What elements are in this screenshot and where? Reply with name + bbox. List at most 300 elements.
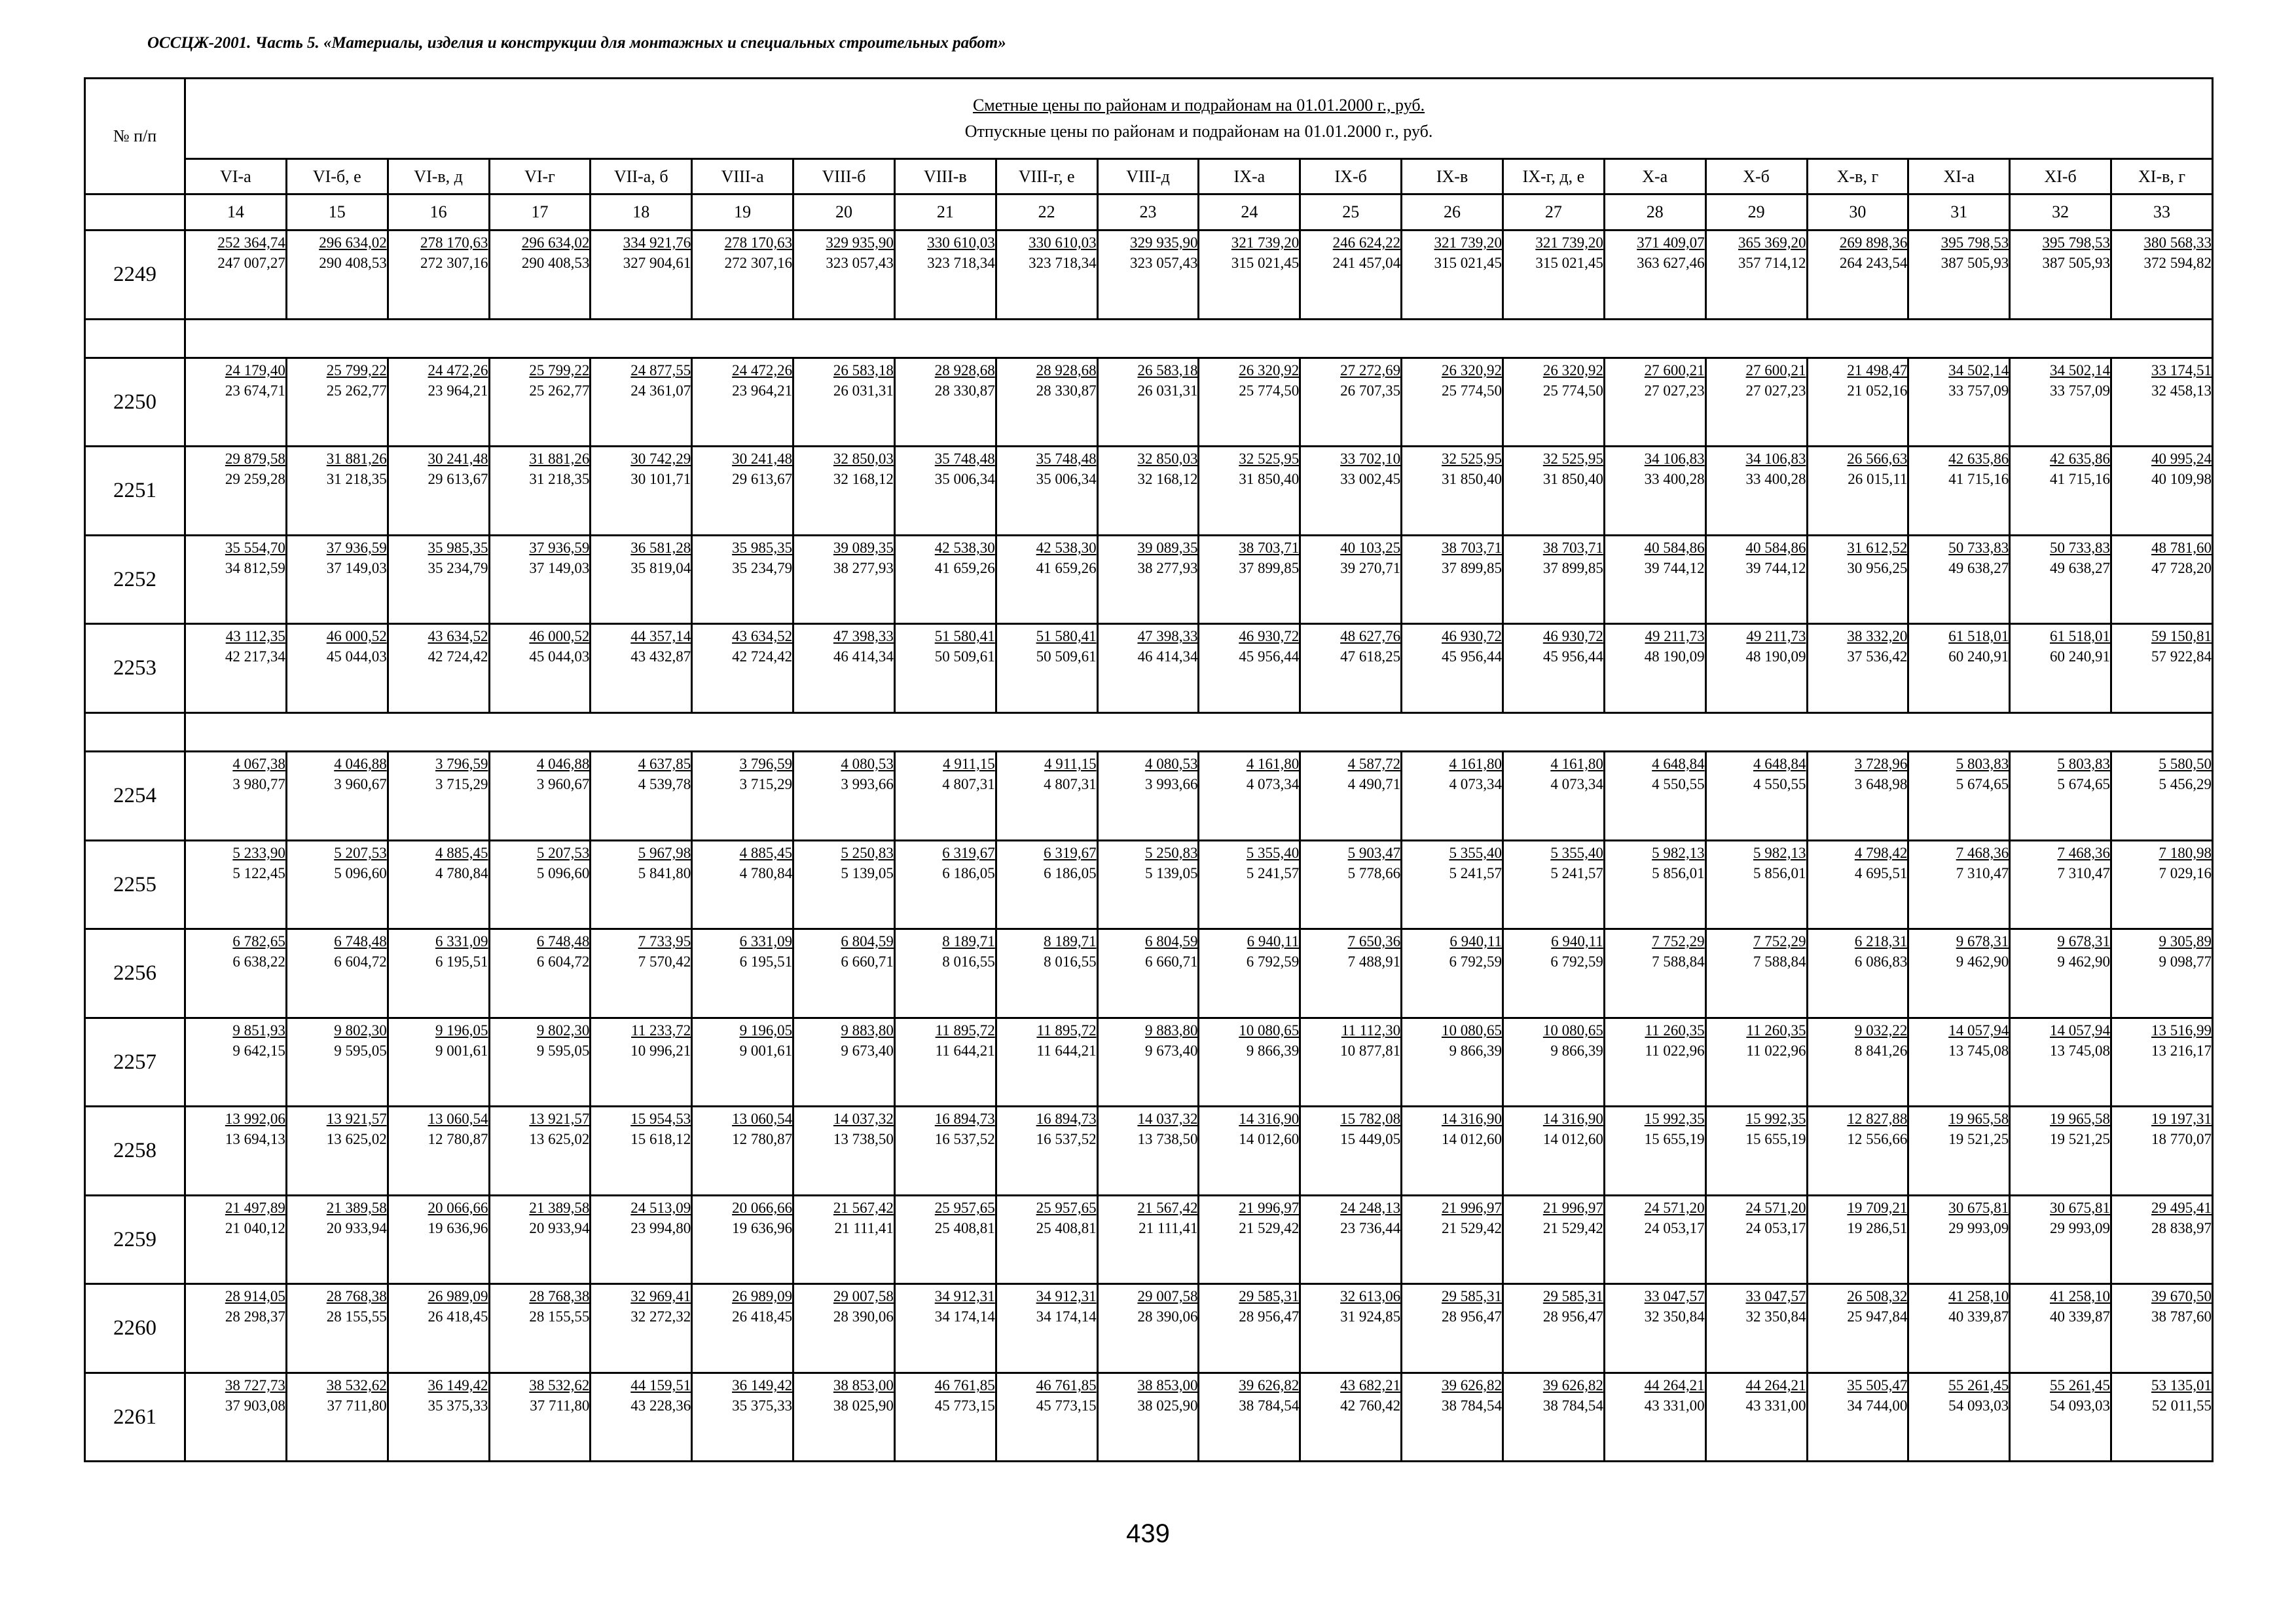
estimated-price: 16 894,73 xyxy=(1036,1111,1097,1127)
estimated-price: 4 587,72 xyxy=(1347,756,1401,772)
estimated-price: 30 675,81 xyxy=(1948,1200,2009,1216)
column-index: 26 xyxy=(1402,194,1503,231)
selling-price: 50 509,61 xyxy=(934,648,995,665)
estimated-price: 28 928,68 xyxy=(934,362,995,378)
spacer-row xyxy=(85,320,2213,358)
estimated-price: 31 612,52 xyxy=(1847,540,1908,556)
price-cell xyxy=(1807,536,1908,624)
price-cell xyxy=(894,1107,996,1196)
estimated-price: 14 037,32 xyxy=(1137,1111,1198,1127)
selling-price: 6 195,51 xyxy=(739,953,793,970)
selling-price: 28 298,37 xyxy=(225,1308,285,1325)
spacer-cell xyxy=(185,713,2213,752)
estimated-price: 365 369,20 xyxy=(1738,234,1806,251)
price-cell xyxy=(692,358,793,447)
estimated-price: 38 853,00 xyxy=(833,1377,894,1393)
price-cell xyxy=(591,536,692,624)
estimated-price: 43 112,35 xyxy=(225,628,285,644)
price-cell xyxy=(1807,231,1908,320)
price-cell xyxy=(1402,447,1503,536)
estimated-price: 31 881,26 xyxy=(326,451,387,467)
estimated-price: 6 331,09 xyxy=(435,933,488,950)
estimated-price: 13 060,54 xyxy=(428,1111,488,1127)
table-row xyxy=(85,841,2213,929)
estimated-price: 5 250,83 xyxy=(841,845,894,861)
estimated-price: 12 827,88 xyxy=(1847,1111,1908,1127)
estimated-price: 43 634,52 xyxy=(428,628,488,644)
price-cell xyxy=(1503,752,1604,841)
estimated-price: 30 675,81 xyxy=(2050,1200,2111,1216)
price-cell xyxy=(1402,358,1503,447)
estimated-price: 26 989,09 xyxy=(428,1288,488,1304)
selling-price: 9 866,39 xyxy=(1246,1043,1300,1059)
estimated-price: 5 355,40 xyxy=(1246,845,1300,861)
selling-price: 6 186,05 xyxy=(942,865,995,881)
price-cell xyxy=(1402,1107,1503,1196)
region-header: IX-г, д, е xyxy=(1503,159,1604,194)
price-cell xyxy=(1199,929,1300,1018)
estimated-price: 5 803,83 xyxy=(1956,756,2009,772)
selling-price: 47 618,25 xyxy=(1340,648,1401,665)
estimated-price: 7 468,36 xyxy=(2057,845,2111,861)
estimated-price: 46 930,72 xyxy=(1239,628,1300,644)
estimated-price: 8 189,71 xyxy=(942,933,995,950)
price-cell xyxy=(692,1284,793,1373)
spacer-cell xyxy=(185,320,2213,358)
price-cell xyxy=(1604,1373,1705,1462)
selling-price: 15 618,12 xyxy=(630,1131,691,1147)
selling-price: 12 780,87 xyxy=(732,1131,793,1147)
selling-price: 7 488,91 xyxy=(1347,953,1401,970)
estimated-price: 37 936,59 xyxy=(529,540,590,556)
selling-price: 6 186,05 xyxy=(1044,865,1097,881)
estimated-price: 31 881,26 xyxy=(529,451,590,467)
price-cell xyxy=(1807,1107,1908,1196)
price-cell xyxy=(1604,1284,1705,1373)
estimated-price: 24 513,09 xyxy=(630,1200,691,1216)
price-cell xyxy=(894,447,996,536)
price-cell xyxy=(185,1107,287,1196)
price-cell xyxy=(1300,447,1402,536)
selling-price: 4 073,34 xyxy=(1246,776,1300,792)
price-cell xyxy=(1097,624,1199,713)
estimated-price: 278 170,63 xyxy=(724,234,793,251)
price-cell xyxy=(286,536,388,624)
price-cell xyxy=(185,752,287,841)
estimated-price: 11 233,72 xyxy=(631,1022,691,1039)
region-header: VIII-д xyxy=(1097,159,1199,194)
price-cell xyxy=(1503,1196,1604,1284)
selling-price: 31 924,85 xyxy=(1340,1308,1401,1325)
estimated-price: 15 954,53 xyxy=(630,1111,691,1127)
selling-price: 28 838,97 xyxy=(2151,1220,2212,1236)
estimated-price: 36 149,42 xyxy=(732,1377,793,1393)
estimated-price: 19 965,58 xyxy=(1948,1111,2009,1127)
estimated-price: 21 389,58 xyxy=(326,1200,387,1216)
price-cell xyxy=(1199,231,1300,320)
price-cell xyxy=(1199,752,1300,841)
price-cell xyxy=(388,1284,489,1373)
estimated-price: 30 241,48 xyxy=(732,451,793,467)
estimated-price: 9 802,30 xyxy=(536,1022,590,1039)
selling-price: 26 707,35 xyxy=(1340,382,1401,399)
price-cell xyxy=(2010,929,2111,1018)
column-index: 27 xyxy=(1503,194,1604,231)
price-cell xyxy=(489,752,591,841)
estimated-price: 5 207,53 xyxy=(334,845,387,861)
price-cell xyxy=(286,358,388,447)
selling-price: 9 462,90 xyxy=(1956,953,2009,970)
estimated-price: 6 940,11 xyxy=(1551,933,1603,950)
price-cell xyxy=(185,1284,287,1373)
selling-price: 37 149,03 xyxy=(326,560,387,576)
selling-price: 39 744,12 xyxy=(1644,560,1705,576)
column-index: 32 xyxy=(2010,194,2111,231)
selling-price: 9 462,90 xyxy=(2057,953,2111,970)
estimated-price: 30 742,29 xyxy=(630,451,691,467)
estimated-price: 3 796,59 xyxy=(435,756,488,772)
price-cell xyxy=(894,624,996,713)
selling-price: 4 807,31 xyxy=(942,776,995,792)
selling-price: 34 174,14 xyxy=(1036,1308,1097,1325)
selling-price: 46 414,34 xyxy=(1137,648,1198,665)
selling-price: 5 456,29 xyxy=(2159,776,2212,792)
estimated-price: 4 046,88 xyxy=(536,756,590,772)
estimated-price: 27 272,69 xyxy=(1340,362,1401,378)
estimated-price: 5 967,98 xyxy=(638,845,691,861)
estimated-price: 11 895,72 xyxy=(935,1022,995,1039)
column-index: 28 xyxy=(1604,194,1705,231)
estimated-price: 4 885,45 xyxy=(435,845,488,861)
price-cell xyxy=(1503,1018,1604,1107)
table-row xyxy=(85,1373,2213,1462)
price-cell xyxy=(591,624,692,713)
price-cell xyxy=(388,929,489,1018)
price-cell xyxy=(1402,231,1503,320)
selling-price: 247 007,27 xyxy=(217,255,285,271)
selling-price: 9 673,40 xyxy=(841,1043,894,1059)
price-cell xyxy=(996,1018,1097,1107)
estimated-price: 38 853,00 xyxy=(1137,1377,1198,1393)
price-cell xyxy=(1503,929,1604,1018)
price-cell xyxy=(1503,231,1604,320)
selling-price: 13 625,02 xyxy=(326,1131,387,1147)
estimated-price: 8 189,71 xyxy=(1044,933,1097,950)
estimated-price: 27 600,21 xyxy=(1644,362,1705,378)
selling-price: 5 139,05 xyxy=(841,865,894,881)
selling-price: 19 286,51 xyxy=(1847,1220,1908,1236)
estimated-price: 46 930,72 xyxy=(1441,628,1502,644)
selling-price: 6 660,71 xyxy=(841,953,894,970)
selling-price: 46 414,34 xyxy=(833,648,894,665)
table-title xyxy=(185,79,2213,159)
selling-price: 15 449,05 xyxy=(1340,1131,1401,1147)
price-cell xyxy=(692,1018,793,1107)
price-cell xyxy=(692,536,793,624)
estimated-price: 32 969,41 xyxy=(630,1288,691,1304)
row-number: 2249 xyxy=(85,231,185,320)
estimated-price: 5 982,13 xyxy=(1652,845,1705,861)
price-cell xyxy=(2111,1284,2213,1373)
estimated-price: 29 585,31 xyxy=(1239,1288,1300,1304)
selling-price: 52 011,55 xyxy=(2151,1397,2212,1414)
estimated-price: 25 799,22 xyxy=(326,362,387,378)
estimated-price: 6 804,59 xyxy=(841,933,894,950)
estimated-price: 329 935,90 xyxy=(1129,234,1198,251)
estimated-price: 24 571,20 xyxy=(1644,1200,1705,1216)
price-cell xyxy=(2111,752,2213,841)
price-cell xyxy=(185,1196,287,1284)
price-cell xyxy=(1300,929,1402,1018)
column-index: 22 xyxy=(996,194,1097,231)
table-row xyxy=(85,536,2213,624)
selling-price: 45 956,44 xyxy=(1239,648,1300,665)
selling-price: 23 994,80 xyxy=(630,1220,691,1236)
selling-price: 25 774,50 xyxy=(1239,382,1300,399)
price-cell xyxy=(489,929,591,1018)
estimated-price: 38 703,71 xyxy=(1542,540,1603,556)
selling-price: 45 773,15 xyxy=(1036,1397,1097,1414)
estimated-price: 44 357,14 xyxy=(630,628,691,644)
price-cell xyxy=(1908,358,2010,447)
selling-price: 9 098,77 xyxy=(2159,953,2212,970)
estimated-price: 20 066,66 xyxy=(732,1200,793,1216)
selling-price: 45 044,03 xyxy=(529,648,590,665)
title-row xyxy=(85,79,2213,159)
price-cell xyxy=(591,1018,692,1107)
selling-price: 54 093,03 xyxy=(1948,1397,2009,1414)
price-cell xyxy=(1300,1107,1402,1196)
price-cell xyxy=(2010,841,2111,929)
price-cell xyxy=(591,231,692,320)
estimated-price: 6 940,11 xyxy=(1449,933,1502,950)
selling-price: 29 613,67 xyxy=(732,471,793,487)
price-cell xyxy=(2010,358,2111,447)
selling-price: 33 757,09 xyxy=(1948,382,2009,399)
column-index: 31 xyxy=(1908,194,2010,231)
selling-price: 19 521,25 xyxy=(2050,1131,2111,1147)
selling-price: 13 625,02 xyxy=(529,1131,590,1147)
selling-price: 372 594,82 xyxy=(2143,255,2212,271)
selling-price: 357 714,12 xyxy=(1738,255,1806,271)
selling-price: 323 057,43 xyxy=(826,255,894,271)
price-cell xyxy=(793,929,895,1018)
selling-price: 31 850,40 xyxy=(1542,471,1603,487)
estimated-price: 5 355,40 xyxy=(1550,845,1603,861)
estimated-price: 34 912,31 xyxy=(934,1288,995,1304)
price-cell xyxy=(489,624,591,713)
price-cell xyxy=(1807,841,1908,929)
selling-price: 9 001,61 xyxy=(435,1043,488,1059)
estimated-price: 35 748,48 xyxy=(1036,451,1097,467)
selling-price: 18 770,07 xyxy=(2151,1131,2212,1147)
price-cell xyxy=(1503,624,1604,713)
price-cell xyxy=(1908,536,2010,624)
selling-price: 42 724,42 xyxy=(428,648,488,665)
estimated-price: 53 135,01 xyxy=(2151,1377,2212,1393)
estimated-price: 14 316,90 xyxy=(1441,1111,1502,1127)
estimated-price: 38 332,20 xyxy=(1847,628,1908,644)
row-number: 2253 xyxy=(85,624,185,713)
selling-price: 38 025,90 xyxy=(1137,1397,1198,1414)
selling-price: 16 537,52 xyxy=(934,1131,995,1147)
price-cell xyxy=(185,1373,287,1462)
estimated-price: 13 992,06 xyxy=(225,1111,285,1127)
estimated-price: 21 996,97 xyxy=(1239,1200,1300,1216)
estimated-price: 41 258,10 xyxy=(2050,1288,2111,1304)
price-cell xyxy=(1300,1284,1402,1373)
price-cell xyxy=(1503,358,1604,447)
estimated-price: 26 583,18 xyxy=(1137,362,1198,378)
selling-price: 25 408,81 xyxy=(934,1220,995,1236)
region-header: VI-г xyxy=(489,159,591,194)
selling-price: 323 718,34 xyxy=(1029,255,1097,271)
estimated-price: 25 957,65 xyxy=(1036,1200,1097,1216)
region-header-row xyxy=(85,159,2213,194)
price-cell xyxy=(2111,358,2213,447)
price-cell xyxy=(1908,929,2010,1018)
estimated-price: 24 179,40 xyxy=(225,362,285,378)
price-cell xyxy=(1503,841,1604,929)
estimated-price: 44 159,51 xyxy=(630,1377,691,1393)
estimated-price: 29 495,41 xyxy=(2151,1200,2212,1216)
estimated-price: 39 626,82 xyxy=(1542,1377,1603,1393)
price-cell xyxy=(1300,1373,1402,1462)
price-cell xyxy=(489,358,591,447)
estimated-price: 26 320,92 xyxy=(1542,362,1603,378)
estimated-price: 43 634,52 xyxy=(732,628,793,644)
price-cell xyxy=(1908,447,2010,536)
price-cell xyxy=(1705,1107,1807,1196)
selling-price: 21 040,12 xyxy=(225,1220,285,1236)
estimated-price: 395 798,53 xyxy=(2042,234,2111,251)
price-cell xyxy=(1097,1373,1199,1462)
price-cell xyxy=(591,447,692,536)
selling-price: 6 792,59 xyxy=(1449,953,1502,970)
selling-price: 11 022,96 xyxy=(1645,1043,1705,1059)
selling-price: 23 964,21 xyxy=(428,382,488,399)
price-cell xyxy=(793,447,895,536)
price-cell xyxy=(185,1018,287,1107)
selling-price: 7 588,84 xyxy=(1652,953,1705,970)
price-cell xyxy=(2010,1284,2111,1373)
selling-price: 4 490,71 xyxy=(1347,776,1401,792)
price-cell xyxy=(1705,929,1807,1018)
selling-price: 5 856,01 xyxy=(1652,865,1705,881)
price-cell xyxy=(1402,1284,1503,1373)
selling-price: 5 241,57 xyxy=(1449,865,1502,881)
price-cell xyxy=(996,752,1097,841)
price-cell xyxy=(692,624,793,713)
selling-price: 13 745,08 xyxy=(2050,1043,2111,1059)
title-estimated-prices: Сметные цены по районам и подрайонам на 01.01.2000 г., руб. xyxy=(972,96,1425,115)
selling-price: 48 190,09 xyxy=(1644,648,1705,665)
price-cell xyxy=(185,231,287,320)
price-cell xyxy=(1402,1196,1503,1284)
estimated-price: 5 250,83 xyxy=(1144,845,1198,861)
table-row xyxy=(85,929,2213,1018)
estimated-price: 28 928,68 xyxy=(1036,362,1097,378)
selling-price: 29 613,67 xyxy=(428,471,488,487)
selling-price: 38 025,90 xyxy=(833,1397,894,1414)
estimated-price: 35 748,48 xyxy=(934,451,995,467)
selling-price: 28 155,55 xyxy=(529,1308,590,1325)
estimated-price: 15 992,35 xyxy=(1644,1111,1705,1127)
price-cell xyxy=(591,841,692,929)
estimated-price: 39 626,82 xyxy=(1239,1377,1300,1393)
estimated-price: 321 739,20 xyxy=(1535,234,1603,251)
selling-price: 9 866,39 xyxy=(1550,1043,1603,1059)
selling-price: 29 993,09 xyxy=(2050,1220,2111,1236)
price-cell xyxy=(1402,752,1503,841)
estimated-price: 4 046,88 xyxy=(334,756,387,772)
estimated-price: 6 782,65 xyxy=(232,933,285,950)
price-cell xyxy=(1908,752,2010,841)
estimated-price: 42 635,86 xyxy=(1948,451,2009,467)
column-index: 17 xyxy=(489,194,591,231)
price-cell xyxy=(1097,929,1199,1018)
price-cell xyxy=(185,358,287,447)
price-cell xyxy=(388,358,489,447)
selling-price: 28 390,06 xyxy=(833,1308,894,1325)
selling-price: 38 787,60 xyxy=(2151,1308,2212,1325)
price-cell xyxy=(1199,1196,1300,1284)
price-cell xyxy=(591,752,692,841)
price-cell xyxy=(1705,841,1807,929)
estimated-price: 21 567,42 xyxy=(833,1200,894,1216)
price-cell xyxy=(793,231,895,320)
price-cell xyxy=(2010,1018,2111,1107)
estimated-price: 13 921,57 xyxy=(326,1111,387,1127)
estimated-price: 46 000,52 xyxy=(326,628,387,644)
price-cell xyxy=(1503,1107,1604,1196)
selling-price: 290 408,53 xyxy=(319,255,387,271)
estimated-price: 26 566,63 xyxy=(1847,451,1908,467)
estimated-price: 29 007,58 xyxy=(1137,1288,1198,1304)
estimated-price: 9 196,05 xyxy=(435,1022,488,1039)
price-cell xyxy=(793,752,895,841)
selling-price: 43 331,00 xyxy=(1644,1397,1705,1414)
estimated-price: 371 409,07 xyxy=(1637,234,1705,251)
price-cell xyxy=(793,1284,895,1373)
estimated-price: 4 161,80 xyxy=(1246,756,1300,772)
price-cell xyxy=(996,841,1097,929)
price-cell xyxy=(692,841,793,929)
selling-price: 29 259,28 xyxy=(225,471,285,487)
price-cell xyxy=(286,447,388,536)
estimated-price: 41 258,10 xyxy=(1948,1288,2009,1304)
estimated-price: 49 211,73 xyxy=(1746,628,1806,644)
price-cell xyxy=(591,358,692,447)
selling-price: 23 736,44 xyxy=(1340,1220,1401,1236)
price-cell xyxy=(1705,358,1807,447)
estimated-price: 5 233,90 xyxy=(232,845,285,861)
estimated-price: 9 678,31 xyxy=(1956,933,2009,950)
selling-price: 35 819,04 xyxy=(630,560,691,576)
price-cell xyxy=(1908,1107,2010,1196)
estimated-price: 20 066,66 xyxy=(428,1200,488,1216)
estimated-price: 3 728,96 xyxy=(1854,756,1908,772)
selling-price: 4 780,84 xyxy=(739,865,793,881)
selling-price: 28 956,47 xyxy=(1542,1308,1603,1325)
estimated-price: 29 585,31 xyxy=(1542,1288,1603,1304)
price-cell xyxy=(1807,1196,1908,1284)
selling-price: 5 674,65 xyxy=(1956,776,2009,792)
price-cell xyxy=(489,231,591,320)
estimated-price: 39 089,35 xyxy=(1137,540,1198,556)
selling-price: 14 012,60 xyxy=(1441,1131,1502,1147)
selling-price: 6 792,59 xyxy=(1246,953,1300,970)
